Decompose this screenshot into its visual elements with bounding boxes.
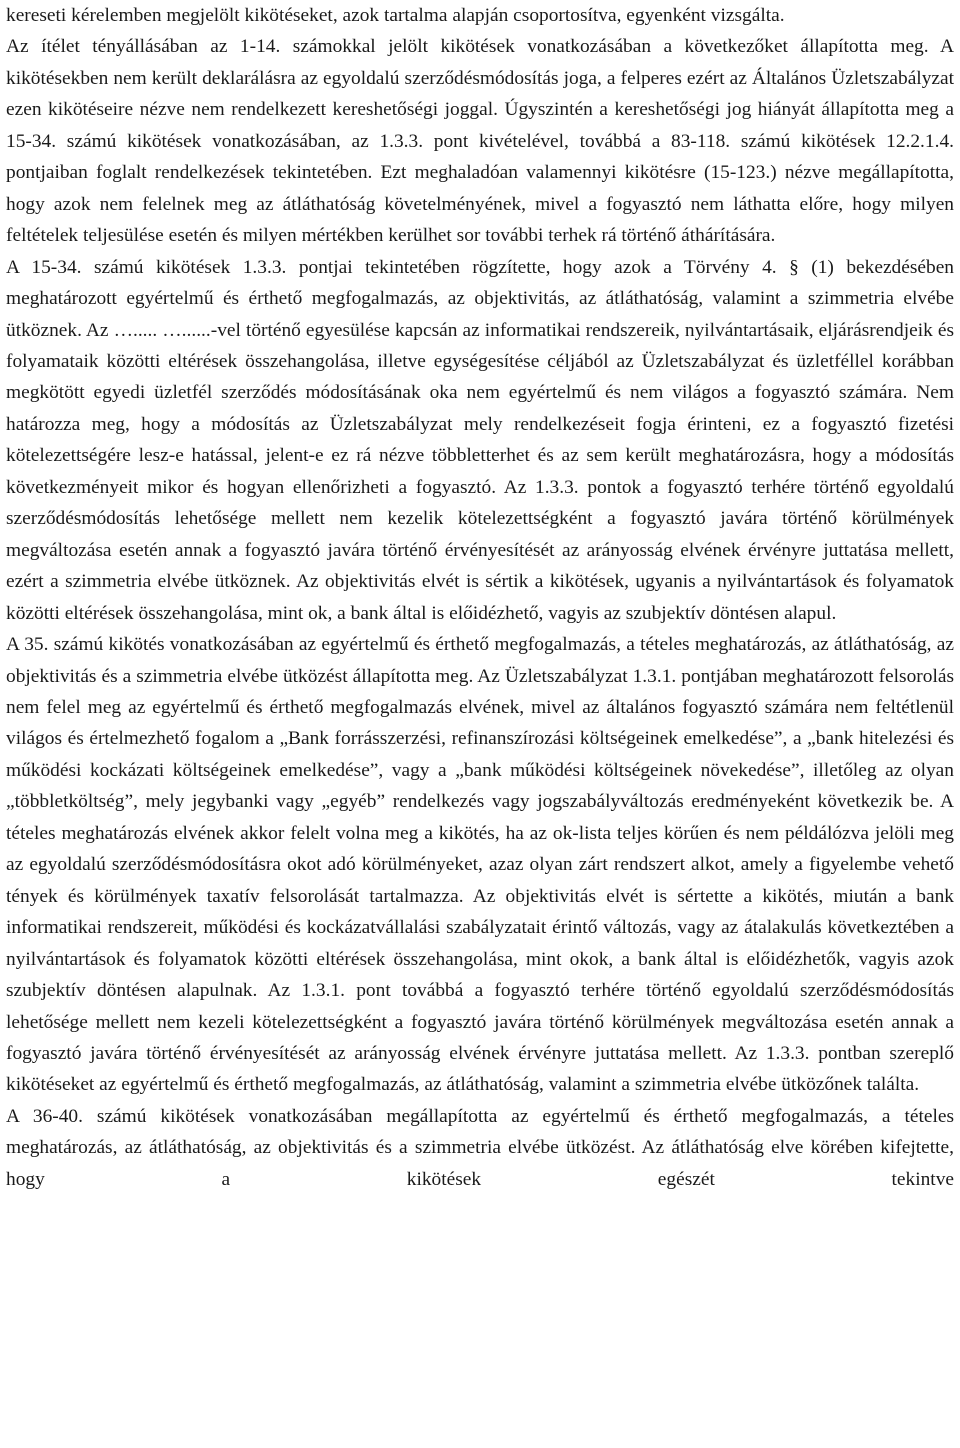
paragraph-1: kereseti kérelemben megjelölt kikötéseket, azok tartalma alapján csoportosítva, egyenként vizsgálta. <box>6 5 785 26</box>
paragraph-5: A 36-40. számú kikötések vonatkozásában megállapította az egyértelmű és érthető megfogalmazás, a tételes meghatározás, az átláthatóság, az objektivitás és a szimmetria elvébe ütközést. Az átláthatóság elve körében kifejtette, hogy a kikötések egészét tekintve <box>6 1105 954 1190</box>
paragraph-2: Az ítélet tényállásában az 1-14. számokkal jelölt kikötések vonatkozásában a következőket állapította meg. A kikötésekben nem került deklarálásra az egyoldalú szerződésmódosítás joga, a felperes ezért az Általános Üzletszabályzat ezen kikötéseire nézve nem rendelkezett kereshetőségi joggal. Úgyszintén a kereshetőségi jog hiányát állapította meg a 15-34. számú kikötések vonatkozásában, az 1.3.3. pont kivételével, továbbá a 83-118. számú kikötések 12.2.1.4. pontjaiban foglalt rendelkezések tekintetében. Ezt meghaladóan valamennyi kikötésre (15-123.) nézve megállapította, hogy azok nem felelnek meg az átláthatóság követelményének, mivel a fogyasztó nem láthatta előre, hogy milyen feltételek teljesülése esetén és milyen mértékben kerülhet sor további terhek rá történő áthárítására. <box>6 36 954 247</box>
document-page <box>6 0 954 1195</box>
paragraph-3: A 15-34. számú kikötések 1.3.3. pontjai tekintetében rögzítette, hogy azok a Törvény 4. § (1) bekezdésében meghatározott egyértelmű és érthető megfogalmazás, az objektivitás, az átláthatóság, valamint a szimmetria elvébe ütköznek. Az …..... …......-vel történő egyesülése kapcsán az informatikai rendszereik, nyilvántartásaik, eljárásrendjeik és folyamataik közötti eltérések összehangolása, illetve egységesítése céljából az Üzletszabályzat és üzletféllel korábban megkötött egyedi üzletfél szerződés módosításának oka nem egyértelmű és nem világos a fogyasztó számára. Nem határozza meg, hogy a módosítás az Üzletszabályzat mely rendelkezéseit fogja érinteni, ez a fogyasztó fizetési kötelezettségére lesz-e hatással, jelent-e ez rá nézve többletterhet és az sem került meghatározásra, hogy a módosítás következményeit mikor és hogyan ellenőrizheti a fogyasztó. Az 1.3.3. pontok a fogyasztó terhére történő egyoldalú szerződésmódosítás lehetősége mellett nem kezelik kötelezettségként a fogyasztó javára történő körülmények megváltozása esetén annak a fogyasztó javára történő érvényesítését az arányosság elvének érvényre juttatása mellett, ezért a szimmetria elvébe ütköznek. Az objektivitás elvét is sértik a kikötések, ugyanis a nyilvántartások és folyamatok közötti eltérések összehangolása, mint ok, a bank által is előidézhető, vagyis az szubjektív döntésen alapul. <box>6 256 954 624</box>
paragraph-4: A 35. számú kikötés vonatkozásában az egyértelmű és érthető megfogalmazás, a tételes meghatározás, az átláthatóság, az objektivitás és a szimmetria elvébe ütközést állapította meg. Az Üzletszabályzat 1.3.1. pontjában meghatározott felsorolás nem felel meg az egyértelmű és érthető megfogalmazás elvének, mivel az általános fogyasztó számára nem feltétlenül világos és értelmezhető fogalom a „Bank forrásszerzési, refinanszírozási költségeinek emelkedése”, a „bank hitelezési és működési kockázati költségeinek emelkedése”, vagy a „bank működési költségeinek növekedése”, illetőleg az olyan „többletköltség”, mely jegybanki vagy „egyéb” rendelkezés vagy jogszabályváltozás eredményeként következik be. A tételes meghatározás elvének akkor felelt volna meg a kikötés, ha az ok-lista teljes körűen és nem példálózva jelöli meg az egyoldalú szerződésmódosításra okot adó körülményeket, azaz olyan zárt rendszert alkot, amely a figyelembe vehető tények és körülmények taxatív felsorolását tartalmazza. Az objektivitás elvét is sértette a kikötés, miután a bank informatikai rendszereit, működési és kockázatvállalási szabályzatait érintő változás, vagy az átalakulás következtében a nyilvántartások és folyamatok közötti eltérések összehangolása, mint okok, a bank által is előidézhetők, vagyis azok szubjektív döntésen alapulnak. Az 1.3.1. pont továbbá a fogyasztó terhére történő egyoldalú szerződésmódosítás lehetősége mellett nem kezeli kötelezettségként a fogyasztó javára történő körülmények megváltozása esetén annak a fogyasztó javára történő érvényesítését az arányosság elvének érvényre juttatása mellett. Az 1.3.3. pontban szereplő kikötéseket az egyértelmű és érthető megfogalmazás, az átláthatóság, valamint a szimmetria elvébe ütközőnek találta. <box>6 634 954 1096</box>
